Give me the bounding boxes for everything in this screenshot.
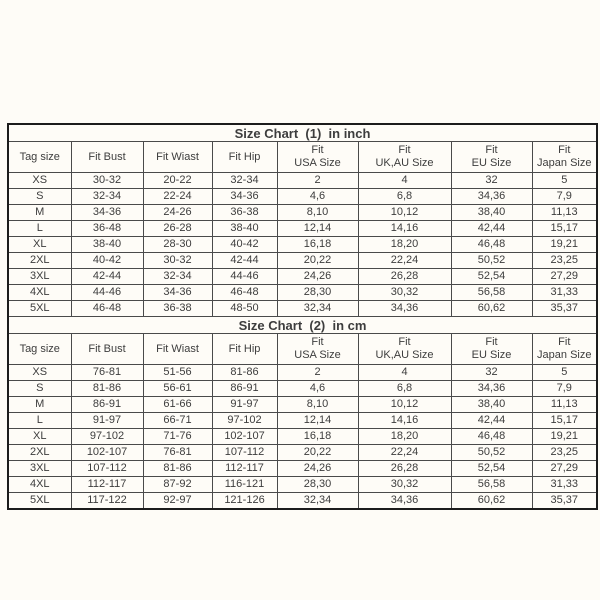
size-value-cell: 23,25 — [532, 253, 597, 269]
column-header — [143, 334, 212, 365]
column-header — [451, 334, 532, 365]
section-title-row — [8, 317, 597, 334]
column-header — [358, 142, 451, 173]
tag-size-cell: L — [8, 221, 71, 237]
size-value-cell: 116-121 — [212, 477, 277, 493]
column-header-line: UK,AU Size — [375, 157, 434, 169]
size-value-cell: 44-46 — [212, 269, 277, 285]
size-value-cell: 30,32 — [358, 285, 451, 301]
size-value-cell: 7,9 — [532, 381, 597, 397]
column-header-line: Fit — [485, 144, 498, 156]
column-header-line: Japan Size — [537, 157, 592, 169]
size-value-cell: 44-46 — [71, 285, 143, 301]
size-value-cell: 28-30 — [143, 237, 212, 253]
size-value-cell: 7,9 — [532, 189, 597, 205]
size-value-cell: 12,14 — [277, 413, 358, 429]
size-value-cell: 32,34 — [277, 301, 358, 317]
table-row — [8, 269, 597, 285]
size-value-cell: 61-66 — [143, 397, 212, 413]
size-value-cell: 52,54 — [451, 461, 532, 477]
column-header — [8, 334, 71, 365]
table-row — [8, 445, 597, 461]
size-value-cell: 36-38 — [143, 301, 212, 317]
size-value-cell: 46,48 — [451, 237, 532, 253]
size-value-cell: 26-28 — [143, 221, 212, 237]
column-header — [358, 334, 451, 365]
size-value-cell: 117-122 — [71, 493, 143, 510]
column-header-line: Japan Size — [537, 349, 592, 361]
column-header-line: Fit Hip — [228, 150, 261, 163]
size-value-cell: 60,62 — [451, 301, 532, 317]
column-header-line: Fit — [398, 336, 411, 348]
table-row — [8, 381, 597, 397]
size-value-cell: 56-61 — [143, 381, 212, 397]
size-value-cell: 32-34 — [212, 173, 277, 189]
tag-size-cell: 2XL — [8, 253, 71, 269]
table-row — [8, 461, 597, 477]
size-value-cell: 23,25 — [532, 445, 597, 461]
size-value-cell: 18,20 — [358, 429, 451, 445]
size-value-cell: 22-24 — [143, 189, 212, 205]
column-header-line: Tag size — [19, 150, 60, 163]
size-value-cell: 4 — [358, 365, 451, 381]
size-value-cell: 15,17 — [532, 221, 597, 237]
size-value-cell: 52,54 — [451, 269, 532, 285]
size-value-cell: 10,12 — [358, 205, 451, 221]
table-row — [8, 173, 597, 189]
size-value-cell: 121-126 — [212, 493, 277, 510]
size-value-cell: 24,26 — [277, 461, 358, 477]
tag-size-cell: 5XL — [8, 301, 71, 317]
column-header-row — [8, 142, 597, 173]
size-value-cell: 30-32 — [71, 173, 143, 189]
column-header — [143, 142, 212, 173]
size-value-cell: 36-38 — [212, 205, 277, 221]
size-value-cell: 38,40 — [451, 397, 532, 413]
column-header — [71, 142, 143, 173]
column-header-line: Fit — [558, 144, 571, 156]
size-value-cell: 86-91 — [71, 397, 143, 413]
size-value-cell: 14,16 — [358, 221, 451, 237]
size-value-cell: 36-48 — [71, 221, 143, 237]
size-value-cell: 97-102 — [71, 429, 143, 445]
tag-size-cell: 4XL — [8, 285, 71, 301]
column-header-line: Fit Bust — [88, 150, 126, 163]
size-value-cell: 51-56 — [143, 365, 212, 381]
tag-size-cell: 4XL — [8, 477, 71, 493]
tag-size-cell: S — [8, 189, 71, 205]
size-value-cell: 92-97 — [143, 493, 212, 510]
size-value-cell: 5 — [532, 365, 597, 381]
table-row — [8, 365, 597, 381]
table-row — [8, 301, 597, 317]
size-value-cell: 8,10 — [277, 397, 358, 413]
size-value-cell: 19,21 — [532, 237, 597, 253]
column-header-line: UK,AU Size — [375, 349, 434, 361]
table-row — [8, 253, 597, 269]
size-value-cell: 15,17 — [532, 413, 597, 429]
size-value-cell: 11,13 — [532, 205, 597, 221]
size-value-cell: 60,62 — [451, 493, 532, 510]
size-value-cell: 12,14 — [277, 221, 358, 237]
tag-size-cell: 5XL — [8, 493, 71, 510]
tag-size-cell: S — [8, 381, 71, 397]
size-value-cell: 46-48 — [71, 301, 143, 317]
column-header-line: Fit — [558, 336, 571, 348]
column-header — [532, 142, 597, 173]
size-value-cell: 24-26 — [143, 205, 212, 221]
tag-size-cell: XS — [8, 173, 71, 189]
size-value-cell: 28,30 — [277, 477, 358, 493]
size-value-cell: 8,10 — [277, 205, 358, 221]
size-value-cell: 6,8 — [358, 381, 451, 397]
table-row — [8, 397, 597, 413]
size-value-cell: 19,21 — [532, 429, 597, 445]
size-value-cell: 27,29 — [532, 461, 597, 477]
size-value-cell: 107-112 — [71, 461, 143, 477]
size-value-cell: 87-92 — [143, 477, 212, 493]
column-header-line: Fit Wiast — [156, 150, 199, 163]
size-value-cell: 42-44 — [212, 253, 277, 269]
tag-size-cell: L — [8, 413, 71, 429]
column-header — [212, 142, 277, 173]
size-value-cell: 76-81 — [143, 445, 212, 461]
size-value-cell: 24,26 — [277, 269, 358, 285]
column-header-line: EU Size — [471, 157, 512, 169]
table-row — [8, 477, 597, 493]
size-value-cell: 34,36 — [358, 493, 451, 510]
section-title: Size Chart (2) in cm — [8, 317, 597, 334]
size-value-cell: 34-36 — [143, 285, 212, 301]
size-value-cell: 2 — [277, 173, 358, 189]
size-value-cell: 4 — [358, 173, 451, 189]
size-value-cell: 26,28 — [358, 461, 451, 477]
size-value-cell: 31,33 — [532, 285, 597, 301]
column-header — [277, 334, 358, 365]
column-header-line: EU Size — [471, 349, 512, 361]
column-header — [71, 334, 143, 365]
size-chart-table — [7, 123, 598, 510]
column-header-line: USA Size — [294, 157, 341, 169]
size-value-cell: 34-36 — [212, 189, 277, 205]
size-value-cell: 56,58 — [451, 477, 532, 493]
size-value-cell: 26,28 — [358, 269, 451, 285]
size-value-cell: 32 — [451, 173, 532, 189]
size-value-cell: 5 — [532, 173, 597, 189]
size-value-cell: 66-71 — [143, 413, 212, 429]
column-header — [532, 334, 597, 365]
size-value-cell: 40-42 — [71, 253, 143, 269]
size-value-cell: 22,24 — [358, 445, 451, 461]
size-value-cell: 10,12 — [358, 397, 451, 413]
size-value-cell: 32-34 — [143, 269, 212, 285]
size-value-cell: 102-107 — [212, 429, 277, 445]
column-header — [451, 142, 532, 173]
size-value-cell: 20,22 — [277, 445, 358, 461]
size-value-cell: 6,8 — [358, 189, 451, 205]
size-value-cell: 46,48 — [451, 429, 532, 445]
size-value-cell: 32-34 — [71, 189, 143, 205]
column-header-line: USA Size — [294, 349, 341, 361]
size-value-cell: 4,6 — [277, 381, 358, 397]
tag-size-cell: 3XL — [8, 269, 71, 285]
size-value-cell: 31,33 — [532, 477, 597, 493]
column-header-line: Fit — [311, 336, 324, 348]
column-header — [212, 334, 277, 365]
table-row — [8, 285, 597, 301]
size-value-cell: 76-81 — [71, 365, 143, 381]
size-value-cell: 34-36 — [71, 205, 143, 221]
size-value-cell: 14,16 — [358, 413, 451, 429]
size-value-cell: 42,44 — [451, 413, 532, 429]
column-header-line: Fit Bust — [88, 342, 126, 355]
column-header-line: Fit — [485, 336, 498, 348]
size-value-cell: 102-107 — [71, 445, 143, 461]
size-value-cell: 30,32 — [358, 477, 451, 493]
table-row — [8, 429, 597, 445]
size-value-cell: 38-40 — [71, 237, 143, 253]
column-header — [277, 142, 358, 173]
table-row — [8, 237, 597, 253]
size-value-cell: 20-22 — [143, 173, 212, 189]
size-value-cell: 91-97 — [71, 413, 143, 429]
tag-size-cell: 2XL — [8, 445, 71, 461]
size-value-cell: 28,30 — [277, 285, 358, 301]
size-value-cell: 27,29 — [532, 269, 597, 285]
size-value-cell: 34,36 — [451, 189, 532, 205]
tag-size-cell: 3XL — [8, 461, 71, 477]
column-header-line: Fit Hip — [228, 342, 261, 355]
size-value-cell: 4,6 — [277, 189, 358, 205]
table-row — [8, 205, 597, 221]
size-value-cell: 112-117 — [212, 461, 277, 477]
size-value-cell: 11,13 — [532, 397, 597, 413]
table-row — [8, 221, 597, 237]
size-value-cell: 50,52 — [451, 445, 532, 461]
column-header-line: Fit Wiast — [156, 342, 199, 355]
size-value-cell: 46-48 — [212, 285, 277, 301]
table-row — [8, 413, 597, 429]
size-value-cell: 71-76 — [143, 429, 212, 445]
size-value-cell: 107-112 — [212, 445, 277, 461]
table-row — [8, 189, 597, 205]
size-value-cell: 38,40 — [451, 205, 532, 221]
section-title: Size Chart (1) in inch — [8, 124, 597, 142]
size-value-cell: 35,37 — [532, 493, 597, 510]
size-value-cell: 48-50 — [212, 301, 277, 317]
size-value-cell: 86-91 — [212, 381, 277, 397]
size-value-cell: 81-86 — [71, 381, 143, 397]
size-value-cell: 50,52 — [451, 253, 532, 269]
size-value-cell: 42,44 — [451, 221, 532, 237]
tag-size-cell: M — [8, 205, 71, 221]
size-value-cell: 20,22 — [277, 253, 358, 269]
size-value-cell: 16,18 — [277, 429, 358, 445]
size-value-cell: 38-40 — [212, 221, 277, 237]
size-value-cell: 81-86 — [212, 365, 277, 381]
tag-size-cell: XS — [8, 365, 71, 381]
size-value-cell: 91-97 — [212, 397, 277, 413]
size-value-cell: 34,36 — [451, 381, 532, 397]
column-header-line: Tag size — [19, 342, 60, 355]
size-value-cell: 2 — [277, 365, 358, 381]
tag-size-cell: XL — [8, 429, 71, 445]
size-value-cell: 30-32 — [143, 253, 212, 269]
size-value-cell: 112-117 — [71, 477, 143, 493]
size-value-cell: 81-86 — [143, 461, 212, 477]
size-value-cell: 40-42 — [212, 237, 277, 253]
size-value-cell: 56,58 — [451, 285, 532, 301]
size-value-cell: 22,24 — [358, 253, 451, 269]
column-header-line: Fit — [398, 144, 411, 156]
column-header — [8, 142, 71, 173]
size-value-cell: 16,18 — [277, 237, 358, 253]
size-value-cell: 18,20 — [358, 237, 451, 253]
tag-size-cell: M — [8, 397, 71, 413]
size-value-cell: 97-102 — [212, 413, 277, 429]
column-header-line: Fit — [311, 144, 324, 156]
size-value-cell: 42-44 — [71, 269, 143, 285]
tag-size-cell: XL — [8, 237, 71, 253]
table-row — [8, 493, 597, 510]
section-title-row — [8, 124, 597, 142]
size-value-cell: 32,34 — [277, 493, 358, 510]
size-value-cell: 32 — [451, 365, 532, 381]
column-header-row — [8, 334, 597, 365]
size-value-cell: 34,36 — [358, 301, 451, 317]
size-value-cell: 35,37 — [532, 301, 597, 317]
